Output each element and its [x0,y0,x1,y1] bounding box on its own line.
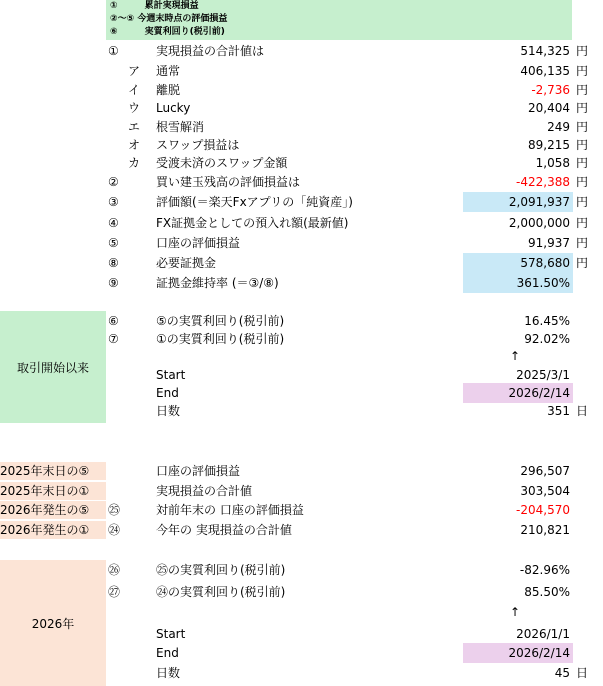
row-unit: 日 [576,666,589,680]
up-arrow-icon: ↑ [510,605,521,619]
row-unit: 円 [576,256,589,270]
row-label: 今年の 実現損益の合計値 [156,523,292,537]
row-label: End [156,386,179,400]
row-unit: 円 [576,195,589,209]
row-label: 口座の評価損益 [156,464,241,478]
row-label: 買い建玉残高の評価損益は [156,175,301,189]
row-label: 実現損益の合計値 [156,484,253,498]
row-sub-index: イ [128,83,141,97]
row-value: 514,325 [520,44,570,58]
row-value: -82.96% [519,563,570,577]
row-value: -422,388 [516,175,570,189]
row-value: 89,215 [528,138,570,152]
row-value: 303,504 [520,484,570,498]
row-index: ㉕ [108,503,121,517]
row-value: 361.50% [516,276,570,290]
row-value: -2,736 [531,83,570,97]
row-label: Start [156,627,186,641]
row-unit: 円 [576,83,589,97]
row-label: 日数 [156,666,181,680]
since-start-label: 取引開始以来 [16,360,89,375]
row-value: 20,404 [528,101,570,115]
row-label: 対前年末の 口座の評価損益 [156,503,304,517]
row-index: ③ [108,195,119,209]
row-left-label: 2025年末日の① [0,482,106,500]
row-sub-index: オ [128,138,141,152]
row-value: 2026/1/1 [516,627,570,641]
row-label: ㉔の実質利回り(税引前) [156,585,286,599]
row-value: 2025/3/1 [516,368,570,382]
row-label: Start [156,368,186,382]
row-label: ①の実質利回り(税引前) [156,332,285,346]
row-unit: 円 [576,44,589,58]
row-label: End [156,646,179,660]
row-value: 45 [554,666,570,680]
row-label: 評価額(＝楽天Fxアプリの「純資産」) [156,195,353,209]
row-value: 210,821 [520,523,570,537]
row-value: 85.50% [524,585,570,599]
row-label: FX証拠金としての預入れ額(最新値) [156,216,349,230]
row-sub-index: ア [128,64,141,78]
row-unit: 円 [576,101,589,115]
row-unit: 日 [576,404,589,418]
row-left-label: 2026年発生の⑤ [0,501,106,519]
row-value: 16.45% [524,314,570,328]
row-unit: 円 [576,64,589,78]
header-line-2: ②～⑤ 今週末時点の評価損益 [110,14,228,24]
row-index: ㉖ [108,563,121,577]
row-label: ㉕の実質利回り(税引前) [156,563,286,577]
header-line-3: ⑥ 実質利回り(税引前) [110,27,225,37]
row-index: ② [108,175,119,189]
row-sub-index: カ [128,156,141,170]
row-value: 2,000,000 [508,216,570,230]
up-arrow-icon: ↑ [510,349,521,363]
row-value: -204,570 [516,503,570,517]
row-value: 92.02% [524,332,570,346]
row-value: 406,135 [520,64,570,78]
year-2026-label: 2026年 [31,616,75,631]
row-index: ㉔ [108,523,121,537]
row-unit: 円 [576,138,589,152]
row-value: 2026/2/14 [508,646,570,660]
row-sub-index: ウ [128,101,141,115]
row-value: 351 [547,404,570,418]
row-index: ⑨ [108,276,119,290]
row-label: Lucky [156,101,191,115]
row-value: 249 [547,120,570,134]
row-label: 実現損益の合計値は [156,44,265,58]
row-index: ⑤ [108,236,119,250]
row-value: 2,091,937 [508,195,570,209]
header-line-1: ① 累計実現損益 [110,1,199,11]
row-index: ④ [108,216,119,230]
row-label: 必要証拠金 [156,256,217,270]
row-unit: 円 [576,236,589,250]
row-unit: 円 [576,175,589,189]
row-label: 日数 [156,404,181,418]
row-label: ⑤の実質利回り(税引前) [156,314,285,328]
row-index: ⑦ [108,332,119,346]
row-index: ㉗ [108,585,121,599]
row-label: 口座の評価損益 [156,236,241,250]
row-value: 1,058 [535,156,570,170]
row-sub-index: エ [128,120,141,134]
row-unit: 円 [576,120,589,134]
row-unit: 円 [576,216,589,230]
row-index: ⑥ [108,314,119,328]
row-value: 578,680 [520,256,570,270]
row-label: 通常 [156,64,181,78]
row-left-label: 2025年末日の⑤ [0,462,106,480]
row-value: 91,937 [528,236,570,250]
row-left-label: 2026年発生の① [0,521,106,539]
row-label: スワップ損益は [156,138,240,152]
row-value: 296,507 [520,464,570,478]
row-label: 証拠金維持率 (＝③/⑧) [156,276,279,290]
row-index: ⑧ [108,256,119,270]
row-value: 2026/2/14 [508,386,570,400]
row-unit: 円 [576,156,589,170]
row-label: 根雪解消 [156,120,205,134]
row-label: 離脱 [156,83,181,97]
row-index: ① [108,44,119,58]
row-label: 受渡未済のスワップ金額 [156,156,288,170]
